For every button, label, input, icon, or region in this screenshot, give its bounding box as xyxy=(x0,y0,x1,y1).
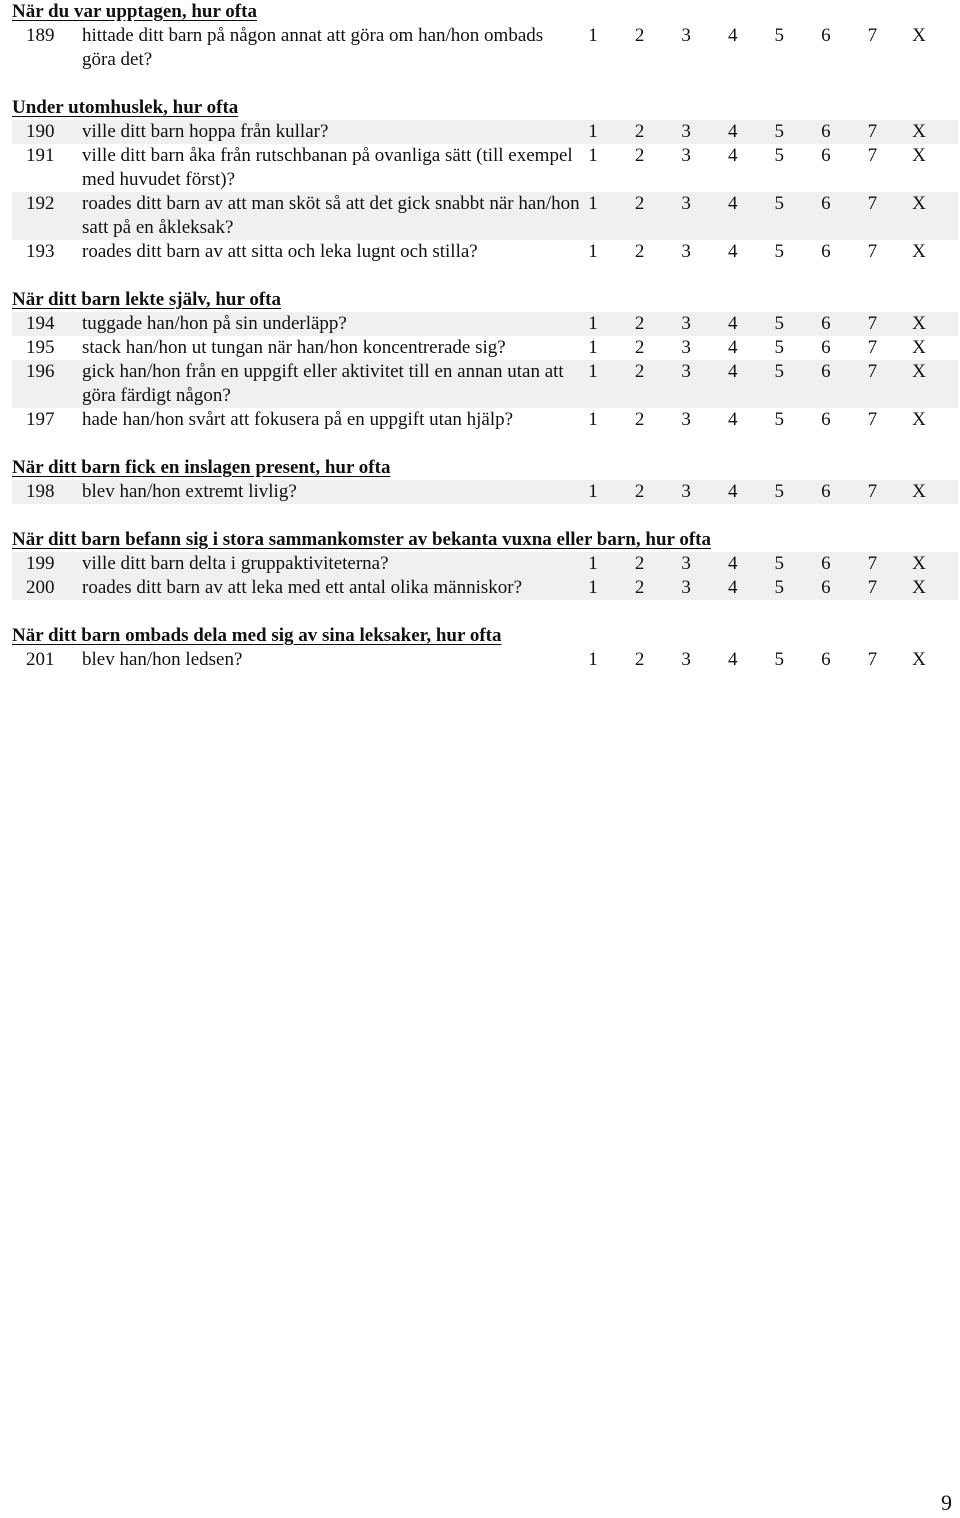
section-heading xyxy=(12,624,958,648)
rating-option[interactable]: X xyxy=(912,241,926,262)
page-number: 9 xyxy=(941,1490,952,1515)
rating-option[interactable]: X xyxy=(912,145,926,166)
rating-scale xyxy=(582,144,930,168)
rating-option[interactable]: 3 xyxy=(681,409,691,430)
rating-option[interactable]: 7 xyxy=(867,121,878,142)
rating-option[interactable]: X xyxy=(912,481,926,502)
rating-scale xyxy=(582,648,930,672)
question-text: blev han/hon extremt livlig? xyxy=(82,481,297,502)
rating-option[interactable]: 1 xyxy=(588,409,598,430)
rating-option[interactable]: 6 xyxy=(821,553,831,574)
rating-option[interactable]: 5 xyxy=(774,145,784,166)
question-section xyxy=(12,528,958,600)
rating-option[interactable]: 3 xyxy=(681,145,691,166)
rating-option[interactable]: X xyxy=(912,313,926,334)
section-heading-text: När ditt barn lekte själv, hur ofta xyxy=(12,289,281,310)
rating-option[interactable]: 7 xyxy=(867,361,878,382)
rating-option[interactable]: 7 xyxy=(867,241,878,262)
rating-option[interactable]: 3 xyxy=(681,577,691,598)
rating-option[interactable]: 2 xyxy=(634,145,645,166)
rating-option[interactable]: 4 xyxy=(727,145,738,166)
rating-scale xyxy=(582,336,930,360)
question-row xyxy=(12,192,958,240)
rating-option[interactable]: 1 xyxy=(588,649,598,670)
rating-option[interactable]: 4 xyxy=(727,481,738,502)
rating-option[interactable]: 2 xyxy=(634,481,645,502)
section-heading-text: När du var upptagen, hur ofta xyxy=(12,1,257,22)
rating-option[interactable]: 1 xyxy=(588,313,598,334)
question-row xyxy=(12,144,958,192)
question-number: 189 xyxy=(26,25,55,46)
question-text: hade han/hon svårt att fokusera på en uppgift utan hjälp? xyxy=(82,409,514,430)
question-text: blev han/hon ledsen? xyxy=(82,649,243,670)
question-text: tuggade han/hon på sin underläpp? xyxy=(82,313,347,334)
question-text: stack han/hon ut tungan när han/hon koncentrerade sig? xyxy=(82,337,506,358)
rating-option[interactable]: 6 xyxy=(821,409,831,430)
rating-scale xyxy=(582,360,930,384)
question-row xyxy=(12,360,958,408)
rating-option[interactable]: 4 xyxy=(727,409,738,430)
rating-option[interactable]: 1 xyxy=(588,25,598,46)
question-text: roades ditt barn av att leka med ett antal olika människor? xyxy=(82,577,523,598)
question-number: 192 xyxy=(26,193,55,214)
rating-option[interactable]: 3 xyxy=(681,193,691,214)
question-number: 195 xyxy=(26,337,55,358)
rating-option[interactable]: X xyxy=(912,649,926,670)
rating-option[interactable]: X xyxy=(912,409,926,430)
rating-option[interactable]: 7 xyxy=(867,25,878,46)
rating-option[interactable]: 3 xyxy=(681,361,691,382)
rating-option[interactable]: 1 xyxy=(588,361,598,382)
rating-option[interactable]: 7 xyxy=(867,553,878,574)
rating-scale xyxy=(582,480,930,504)
rating-option[interactable]: 3 xyxy=(681,241,691,262)
rating-option[interactable]: 1 xyxy=(588,121,598,142)
rating-option[interactable]: 3 xyxy=(681,649,691,670)
rating-option[interactable]: 2 xyxy=(634,361,645,382)
question-section xyxy=(12,96,958,264)
rating-option[interactable]: 5 xyxy=(774,409,784,430)
rating-option[interactable]: 6 xyxy=(821,313,831,334)
rating-option[interactable]: 1 xyxy=(588,577,598,598)
rating-option[interactable]: 5 xyxy=(774,553,784,574)
rating-option[interactable]: 4 xyxy=(727,121,738,142)
rating-option[interactable]: 6 xyxy=(821,577,831,598)
rating-option[interactable]: 6 xyxy=(821,649,831,670)
question-number: 190 xyxy=(26,121,55,142)
rating-option[interactable]: 2 xyxy=(634,313,645,334)
question-row xyxy=(12,312,958,336)
question-number: 198 xyxy=(26,481,55,502)
question-number: 201 xyxy=(26,649,55,670)
rating-option[interactable]: 5 xyxy=(774,481,784,502)
rating-option[interactable]: 1 xyxy=(588,553,598,574)
rating-option[interactable]: 4 xyxy=(727,25,738,46)
rating-option[interactable]: 6 xyxy=(821,121,831,142)
question-number: 194 xyxy=(26,313,55,334)
question-row xyxy=(12,576,958,600)
question-text: ville ditt barn delta i gruppaktiviteterna? xyxy=(82,553,389,574)
rating-option[interactable]: 7 xyxy=(867,145,878,166)
rating-option[interactable]: 2 xyxy=(634,409,645,430)
rating-option[interactable]: 2 xyxy=(634,193,645,214)
question-section xyxy=(12,456,958,504)
rating-option[interactable]: 3 xyxy=(681,337,691,358)
question-row xyxy=(12,24,958,72)
rating-option[interactable]: 1 xyxy=(588,193,598,214)
rating-option[interactable]: 5 xyxy=(774,649,784,670)
rating-option[interactable]: X xyxy=(912,25,926,46)
rating-scale xyxy=(582,24,930,48)
question-row xyxy=(12,408,958,432)
question-number: 193 xyxy=(26,241,55,262)
question-text: roades ditt barn av att sitta och leka lugnt och stilla? xyxy=(82,241,478,262)
rating-option[interactable]: 1 xyxy=(588,337,598,358)
section-heading-text: När ditt barn befann sig i stora sammankomster av bekanta vuxna eller barn, hur ofta xyxy=(12,529,712,550)
rating-option[interactable]: 7 xyxy=(867,337,878,358)
section-heading-text: När ditt barn ombads dela med sig av sina leksaker, hur ofta xyxy=(12,625,502,646)
rating-option[interactable]: 4 xyxy=(727,553,738,574)
rating-option[interactable]: X xyxy=(912,121,926,142)
rating-option[interactable]: 4 xyxy=(727,193,738,214)
rating-option[interactable]: 4 xyxy=(727,337,738,358)
section-heading xyxy=(12,528,958,552)
rating-scale xyxy=(582,576,930,600)
rating-scale xyxy=(582,552,930,576)
rating-option[interactable]: 7 xyxy=(867,481,878,502)
rating-option[interactable]: 6 xyxy=(821,193,831,214)
rating-option[interactable]: 7 xyxy=(867,313,878,334)
rating-option[interactable]: 7 xyxy=(867,649,878,670)
rating-option[interactable]: 1 xyxy=(588,241,598,262)
questionnaire-page xyxy=(12,0,958,672)
question-section xyxy=(12,288,958,432)
section-heading xyxy=(12,96,958,120)
rating-option[interactable]: X xyxy=(912,337,926,358)
rating-option[interactable]: 2 xyxy=(634,121,645,142)
rating-option[interactable]: 5 xyxy=(774,337,784,358)
rating-option[interactable]: 7 xyxy=(867,193,878,214)
section-heading-text: Under utomhuslek, hur ofta xyxy=(12,97,239,118)
question-number: 199 xyxy=(26,553,55,574)
question-row xyxy=(12,240,958,264)
rating-option[interactable]: 2 xyxy=(634,241,645,262)
rating-scale xyxy=(582,120,930,144)
section-heading xyxy=(12,456,958,480)
rating-option[interactable]: 2 xyxy=(634,25,645,46)
rating-option[interactable]: 2 xyxy=(634,577,645,598)
question-number: 191 xyxy=(26,145,55,166)
rating-option[interactable]: 2 xyxy=(634,553,645,574)
rating-option[interactable]: 4 xyxy=(727,649,738,670)
rating-option[interactable]: 2 xyxy=(634,337,645,358)
rating-option[interactable]: X xyxy=(912,361,926,382)
rating-option[interactable]: 6 xyxy=(821,25,831,46)
rating-option[interactable]: 4 xyxy=(727,241,738,262)
rating-option[interactable]: 5 xyxy=(774,25,784,46)
rating-option[interactable]: 5 xyxy=(774,361,784,382)
rating-option[interactable]: 3 xyxy=(681,553,691,574)
question-row xyxy=(12,552,958,576)
rating-option[interactable]: 5 xyxy=(774,241,784,262)
rating-scale xyxy=(582,240,930,264)
rating-option[interactable]: 3 xyxy=(681,25,691,46)
question-text: ville ditt barn hoppa från kullar? xyxy=(82,121,329,142)
question-row xyxy=(12,648,958,672)
rating-option[interactable]: 4 xyxy=(727,577,738,598)
question-text: roades ditt barn av att man sköt så att det gick snabbt när han/hon satt på en åkleksak? xyxy=(82,193,580,238)
rating-option[interactable]: 4 xyxy=(727,361,738,382)
rating-option[interactable]: 1 xyxy=(588,481,598,502)
rating-option[interactable]: 3 xyxy=(681,121,691,142)
section-heading-text: När ditt barn fick en inslagen present, hur ofta xyxy=(12,457,391,478)
rating-option[interactable]: 7 xyxy=(867,409,878,430)
rating-option[interactable]: X xyxy=(912,577,926,598)
rating-option[interactable]: X xyxy=(912,193,926,214)
question-number: 196 xyxy=(26,361,55,382)
section-heading xyxy=(12,288,958,312)
rating-option[interactable]: 1 xyxy=(588,145,598,166)
question-row xyxy=(12,336,958,360)
rating-scale xyxy=(582,312,930,336)
question-section xyxy=(12,0,958,72)
question-section xyxy=(12,624,958,672)
rating-option[interactable]: 5 xyxy=(774,193,784,214)
rating-option[interactable]: 3 xyxy=(681,481,691,502)
rating-option[interactable]: 7 xyxy=(867,577,878,598)
question-row xyxy=(12,120,958,144)
question-number: 197 xyxy=(26,409,55,430)
rating-option[interactable]: 2 xyxy=(634,649,645,670)
question-text: ville ditt barn åka från rutschbanan på ovanliga sätt (till exempel med huvudet först)? xyxy=(82,145,573,190)
question-text: gick han/hon från en uppgift eller aktivitet till en annan utan att göra färdigt någon? xyxy=(82,361,564,406)
rating-option[interactable]: 5 xyxy=(774,121,784,142)
rating-option[interactable]: 6 xyxy=(821,145,831,166)
rating-scale xyxy=(582,192,930,216)
rating-option[interactable]: 5 xyxy=(774,313,784,334)
rating-option[interactable]: 5 xyxy=(774,577,784,598)
section-heading xyxy=(12,0,958,24)
rating-option[interactable]: 6 xyxy=(821,361,831,382)
rating-option[interactable]: 4 xyxy=(727,313,738,334)
question-number: 200 xyxy=(26,577,55,598)
rating-option[interactable]: 6 xyxy=(821,241,831,262)
question-row xyxy=(12,480,958,504)
rating-option[interactable]: 6 xyxy=(821,481,831,502)
rating-option[interactable]: 6 xyxy=(821,337,831,358)
rating-option[interactable]: 3 xyxy=(681,313,691,334)
rating-scale xyxy=(582,408,930,432)
question-text: hittade ditt barn på någon annat att göra om han/hon ombads göra det? xyxy=(82,25,544,70)
rating-option[interactable]: X xyxy=(912,553,926,574)
